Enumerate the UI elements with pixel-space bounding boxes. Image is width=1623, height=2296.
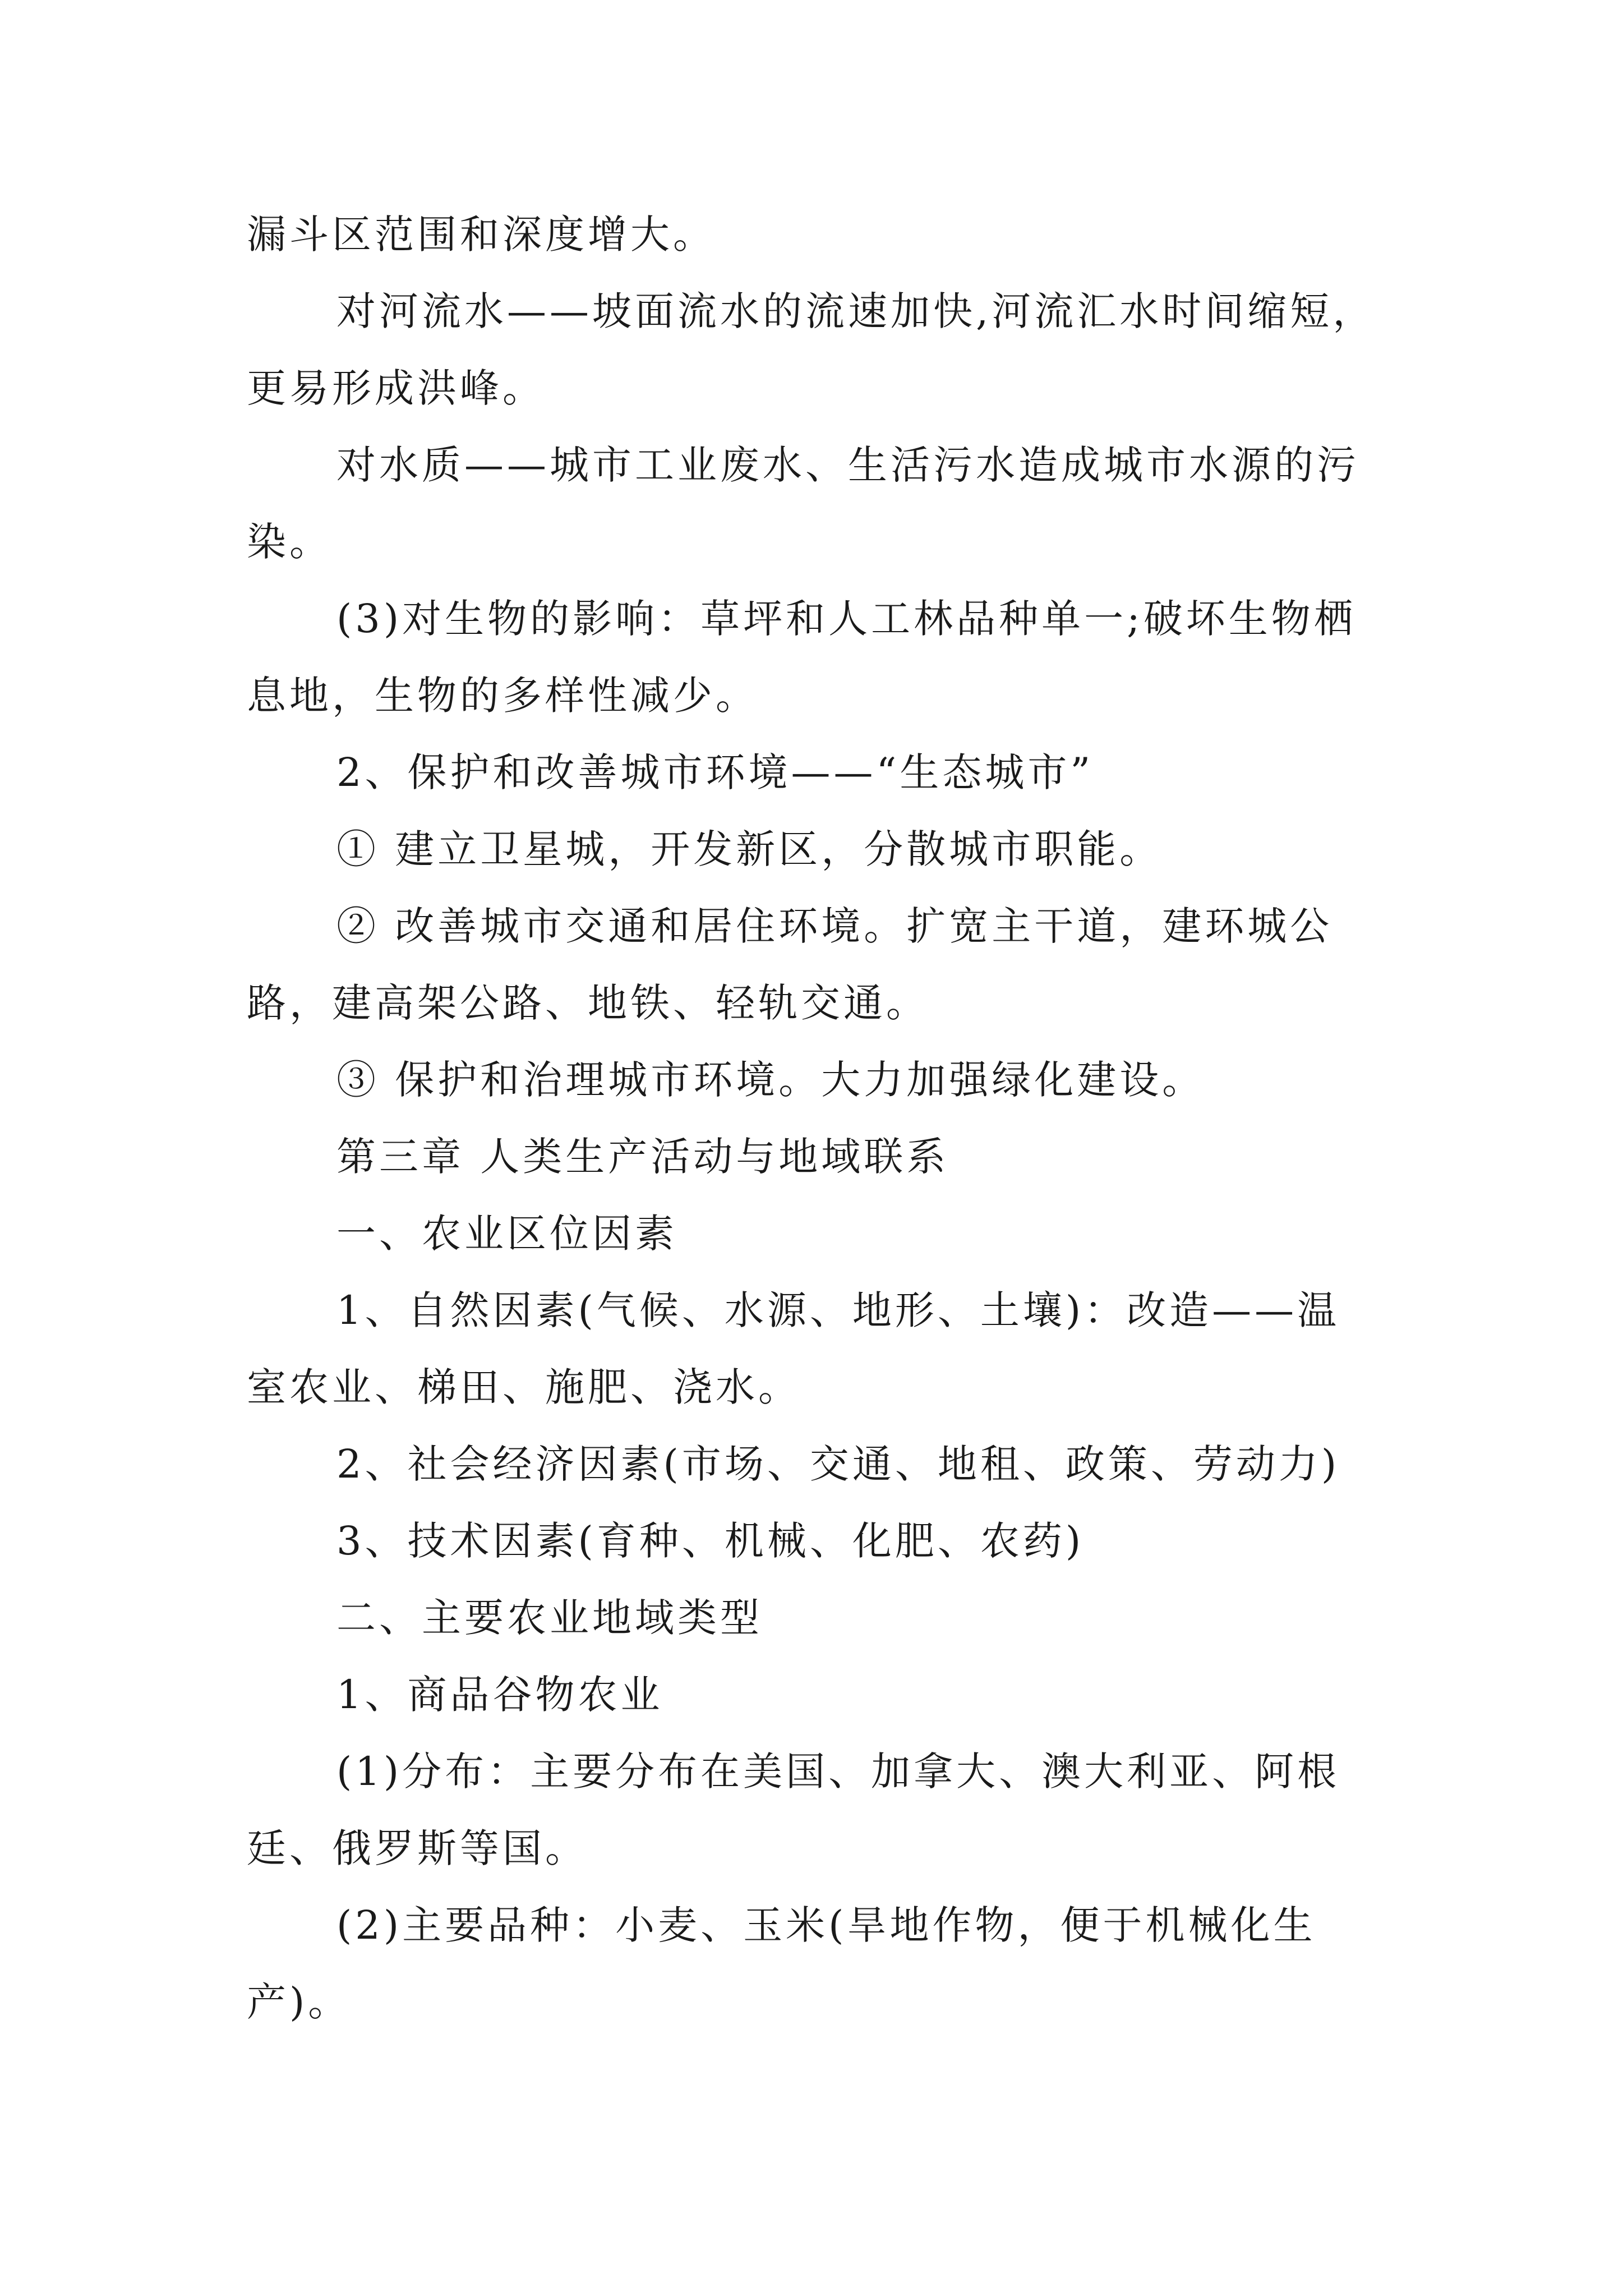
subsection-heading: 1、商品谷物农业 [336, 1672, 663, 1718]
text-line: (1)分布：主要分布在美国、加拿大、澳大利亚、阿根 [336, 1749, 1340, 1795]
text-line: 室农业、梯田、施肥、浇水。 [247, 1364, 801, 1410]
text-line: 对水质——城市工业废水、生活污水造成城市水源的污 [336, 442, 1359, 488]
section-heading: 一、农业区位因素 [336, 1211, 677, 1257]
text-line: 对河流水——坡面流水的流速加快,河流汇水时间缩短， [336, 288, 1376, 334]
text-line: 路，建高架公路、地铁、轻轨交通。 [247, 980, 929, 1026]
text-line: (3)对生物的影响：草坪和人工林品种单一;破坏生物栖 [336, 596, 1357, 642]
text-line: 染。 [247, 519, 332, 565]
text-line: 更易形成洪峰。 [247, 365, 545, 411]
text-line: 产)。 [247, 1979, 351, 2025]
list-item: ① 建立卫星城，开发新区，分散城市职能。 [336, 826, 1163, 872]
text-line: 3、技术因素(育种、机械、化肥、农药) [336, 1518, 1085, 1564]
text-line: 2、社会经济因素(市场、交通、地租、政策、劳动力) [336, 1441, 1340, 1487]
section-heading: 2、保护和改善城市环境——“生态城市” [336, 749, 1094, 795]
text-line: 廷、俄罗斯等国。 [247, 1825, 588, 1871]
chapter-heading: 第三章 人类生产活动与地域联系 [336, 1134, 949, 1180]
text-line: (2)主要品种：小麦、玉米(旱地作物，便于机械化生 [336, 1902, 1316, 1948]
text-line: 息地，生物的多样性减少。 [247, 673, 758, 719]
text-line: 漏斗区范围和深度增大。 [247, 211, 716, 257]
section-heading: 二、主要农业地域类型 [336, 1595, 763, 1641]
list-item: ③ 保护和治理城市环境。大力加强绿化建设。 [336, 1057, 1205, 1103]
text-line: 1、自然因素(气候、水源、地形、土壤)：改造——温 [336, 1287, 1340, 1333]
list-item: ② 改善城市交通和居住环境。扩宽主干道，建环城公 [336, 903, 1333, 949]
